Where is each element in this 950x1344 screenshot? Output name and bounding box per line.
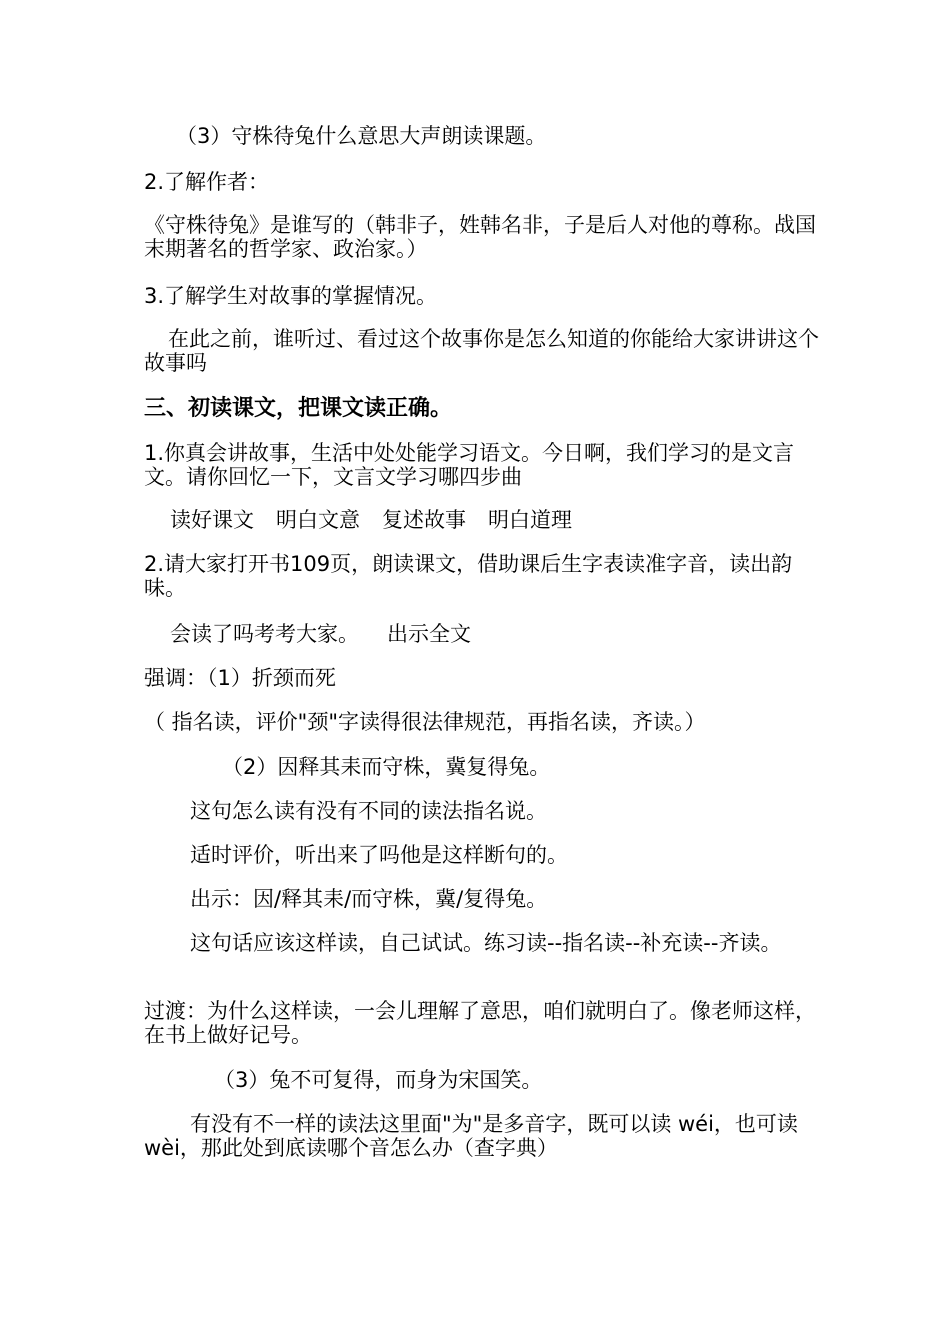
section-heading: 三、初读课文，把课文读正确。 [144,396,453,421]
text-paragraph: 过渡：为什么这样读，一会儿理解了意思，咱们就明白了。像老师这样，在书上做好记号。 [144,999,816,1047]
text-span: 出示全文 [387,622,471,646]
text-paragraph: 1.你真会讲故事，生活中处处能学习语文。今日啊，我们学习的是文言文。请你回忆一下，文言文学习哪四步曲 [144,441,795,489]
text-line: 强调：（1）折颈而死 [144,666,336,690]
step-item: 明白道理 [488,508,572,532]
text-paragraph: 《守株待兔》是谁写的（韩非子，姓韩名非，子是后人对他的尊称。战国末期著名的哲学家、政治家。） [144,213,816,261]
text-line: 3.了解学生对故事的掌握情况。 [144,284,438,308]
step-item: 读好课文 [170,508,254,532]
text-line: （3）守株待兔什么意思大声朗读课题。 [176,124,547,148]
text-line: 出示：因/释其耒/而守株，冀/复得兔。 [190,887,548,911]
text-line: 适时评价，听出来了吗他是这样断句的。 [190,843,568,867]
text-line [170,622,471,646]
text-line: （3）兔不可复得，而身为宋国笑。 [214,1068,543,1092]
text-line: （ 指名读，评价"颈"字读得很法律规范，再指名读，齐读。） [144,710,706,734]
text-line: 这句怎么读有没有不同的读法指名说。 [190,799,547,823]
step-item: 复述故事 [382,508,466,532]
text-paragraph: 2.请大家打开书109页，朗读课文，借助课后生字表读准字音，读出韵味。 [144,552,793,600]
text-paragraph: 这句话应该这样读，自己试试。练习读--指名读--补充读--齐读。 [190,931,782,955]
text-span: 会读了吗考考大家。 [170,622,359,646]
text-line: （2）因释其耒而守株，冀复得兔。 [222,755,551,779]
text-line: 2.了解作者： [144,170,270,194]
text-paragraph: 在此之前，谁听过、看过这个故事你是怎么知道的你能给大家讲讲这个故事吗 [144,327,819,375]
text-paragraph: 有没有不一样的读法这里面"为"是多音字，既可以读 wéi，也可读 wèi，那此处到底读哪个音怎么办（查字典） [144,1112,798,1160]
steps-row [170,508,572,532]
step-item: 明白文意 [276,508,360,532]
